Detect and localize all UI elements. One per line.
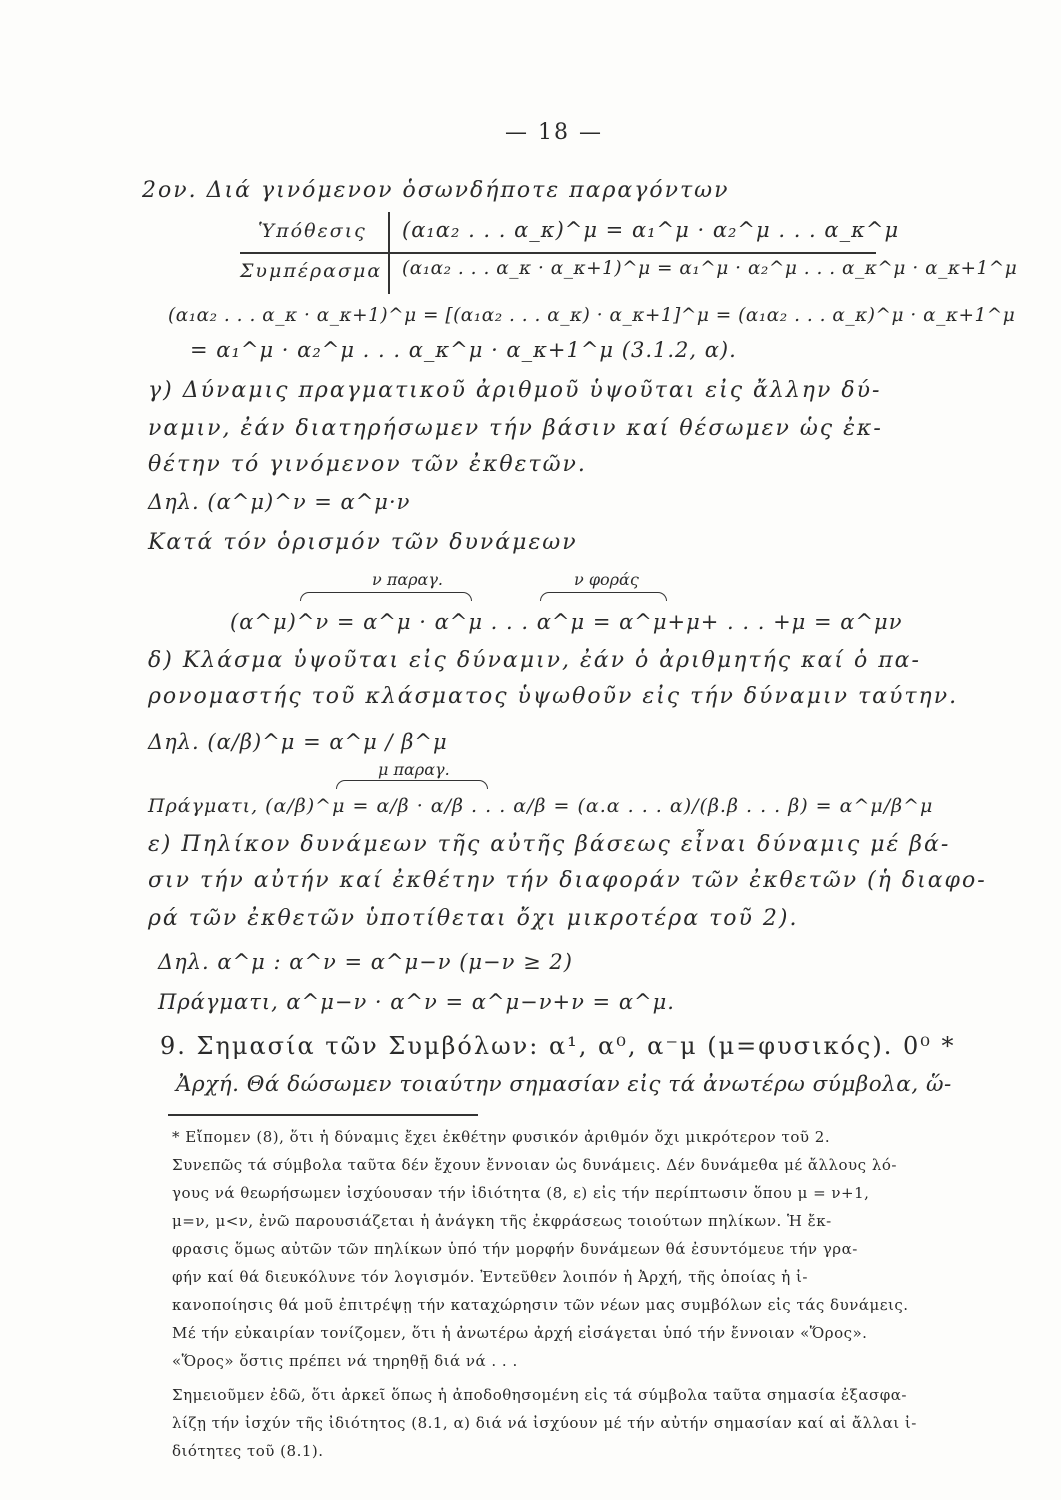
footnote-line: μ=ν, μ<ν, ἐνῶ παρουσιάζεται ἡ ἀνάγκη τῆς ἐκφράσεως τοιούτων πηλίκων. Ἡ ἔκ- bbox=[172, 1212, 832, 1230]
footnote-line: «Ὅρος» ὅστις πρέπει νά τηρηθῇ διά νά . . . bbox=[172, 1352, 518, 1370]
footnote-line: γους νά θεωρήσωμεν ἰσχύουσαν τήν ἰδιότητα (8, ε) εἰς τήν περίπτωσιν ὅπου μ = ν+1, bbox=[172, 1184, 870, 1202]
section-nine-start: Ἀρχή. Θά δώσωμεν τοιαύτην σημασίαν εἰς τά ἀνωτέρω σύμβολα, ὥ- bbox=[176, 1072, 952, 1097]
footnote-line: φήν καί θά διευκόλυνε τόν λογισμόν. Ἐντεῦθεν λοιπόν ἡ Ἀρχή, τῆς ὁποίας ἡ ἱ- bbox=[172, 1268, 808, 1286]
gamma-brace-label-2: ν φοράς bbox=[574, 570, 639, 589]
epsilon-line-1: ε) Πηλίκον δυνάμεων τῆς αὐτῆς βάσεως εἶναι δύναμις μέ βά- bbox=[148, 832, 951, 857]
footnote-line: Μέ τήν εὐκαιρίαν τονίζομεν, ὅτι ἡ ἀνωτέρω ἀρχή εἰσάγεται ὑπό τήν ἔννοιαν «Ὅρος». bbox=[172, 1324, 868, 1342]
footnote-line: φρασις ὅμως αὐτῶν τῶν πηλίκων ὑπό τήν μορφήν δυνάμεων θά ἐσυντόμευε τήν γρα- bbox=[172, 1240, 858, 1258]
footnote-line: Συνεπῶς τά σύμβολα ταῦτα δέν ἔχουν ἔννοιαν ὡς δυνάμεις. Δέν δυνάμεθα μέ ἄλλους λό- bbox=[172, 1156, 897, 1174]
gamma-line-3: θέτην τό γινόμενον τῶν ἐκθετῶν. bbox=[148, 452, 587, 477]
epsilon-line-2: σιν τήν αὐτήν καί ἐκθέτην τήν διαφοράν τῶν ἐκθετῶν (ἡ διαφο- bbox=[148, 868, 987, 893]
gamma-line-2: ναμιν, ἐάν διατηρήσωμεν τήν βάσιν καί θέσωμεν ὡς ἐκ- bbox=[148, 416, 883, 441]
gamma-brace-label-1: ν παραγ. bbox=[372, 570, 443, 589]
page-number: — 18 — bbox=[505, 120, 603, 145]
gamma-equation: (α^μ)^ν = α^μ · α^μ . . . α^μ = α^μ+μ+ . . . +μ = α^μν bbox=[230, 610, 903, 634]
delta-line-2: ρονομαστής τοῦ κλάσματος ὑψωθοῦν εἰς τήν δύναμιν ταύτην. bbox=[148, 684, 959, 709]
footnote-separator bbox=[168, 1114, 478, 1116]
epsilon-proof: Πράγματι, α^μ−ν · α^ν = α^μ−ν+ν = α^μ. bbox=[158, 990, 675, 1014]
gamma-definition: Κατά τόν ὁρισμόν τῶν δυνάμεων bbox=[148, 530, 578, 555]
hypothesis-label: Ὑπόθεσις bbox=[258, 220, 367, 242]
epsilon-dpl: Δηλ. α^μ : α^ν = α^μ−ν (μ−ν ≥ 2) bbox=[158, 950, 573, 974]
delta-brace bbox=[336, 780, 488, 789]
footnote-line: * Εἴπομεν (8), ὅτι ἡ δύναμις ἔχει ἐκθέτην φυσικόν ἀριθμόν ὄχι μικρότερον τοῦ 2. bbox=[172, 1128, 831, 1146]
delta-brace-label: μ παραγ. bbox=[378, 760, 450, 779]
section-two-title: 2ον. Διά γινόμενον ὁσωνδήποτε παραγόντων bbox=[142, 178, 730, 203]
gamma-line-1: γ) Δύναμις πραγματικοῦ ἀριθμοῦ ὑψοῦται εἰς ἄλλην δύ- bbox=[148, 378, 882, 403]
proof-line-2: = α₁^μ · α₂^μ . . . α_κ^μ · α_κ+1^μ (3.1.2, α). bbox=[190, 338, 737, 362]
delta-line-1: δ) Κλάσμα ὑψοῦται εἰς δύναμιν, ἐάν ὁ ἀριθμητής καί ὁ πα- bbox=[148, 648, 921, 673]
gamma-brace-2 bbox=[540, 592, 667, 601]
footnote-line: λίζῃ τήν ἰσχύν τῆς ἰδιότητος (8.1, α) διά νά ἰσχύουν μέ τήν αὐτήν σημασίαν καί αἱ ἄλλαι ἰ- bbox=[172, 1414, 917, 1432]
delta-dpl: Δηλ. (α/β)^μ = α^μ / β^μ bbox=[148, 730, 448, 754]
footnote-line: διότητες τοῦ (8.1). bbox=[172, 1442, 324, 1460]
delta-equation: Πράγματι, (α/β)^μ = α/β · α/β . . . α/β = (α.α . . . α)/(β.β . . . β) = α^μ/β^μ bbox=[148, 795, 934, 817]
epsilon-line-3: ρά τῶν ἐκθετῶν ὑποτίθεται ὄχι μικροτέρα τοῦ 2). bbox=[148, 906, 799, 931]
table-horizontal-rule bbox=[240, 252, 876, 254]
hypothesis-formula: (α₁α₂ . . . α_κ)^μ = α₁^μ · α₂^μ . . . α_κ^μ bbox=[402, 218, 900, 242]
conclusion-label: Συμπέρασμα bbox=[240, 260, 383, 282]
conclusion-formula: (α₁α₂ . . . α_κ · α_κ+1)^μ = α₁^μ · α₂^μ . . . α_κ^μ · α_κ+1^μ bbox=[402, 258, 1018, 279]
footnote-line: Σημειοῦμεν ἐδῶ, ὅτι ἀρκεῖ ὅπως ἡ ἀποδοθησομένη εἰς τά σύμβολα ταῦτα σημασία ἐξασφα- bbox=[172, 1386, 907, 1404]
footnote-line: κανοποίησις θά μοῦ ἐπιτρέψῃ τήν καταχώρησιν τῶν νέων μας συμβόλων εἰς τάς δυνάμεις. bbox=[172, 1296, 909, 1314]
proof-line-1: (α₁α₂ . . . α_κ · α_κ+1)^μ = [(α₁α₂ . . . α_κ) · α_κ+1]^μ = (α₁α₂ . . . α_κ)^μ · α_κ+1^μ bbox=[168, 305, 1016, 326]
gamma-brace-1 bbox=[300, 592, 472, 601]
gamma-dpl: Δηλ. (α^μ)^ν = α^μ·ν bbox=[148, 490, 411, 514]
section-nine-title: 9. Σημασία τῶν Συμβόλων: α¹, α⁰, α⁻μ (μ=φυσικός). 0⁰ * bbox=[160, 1032, 956, 1060]
